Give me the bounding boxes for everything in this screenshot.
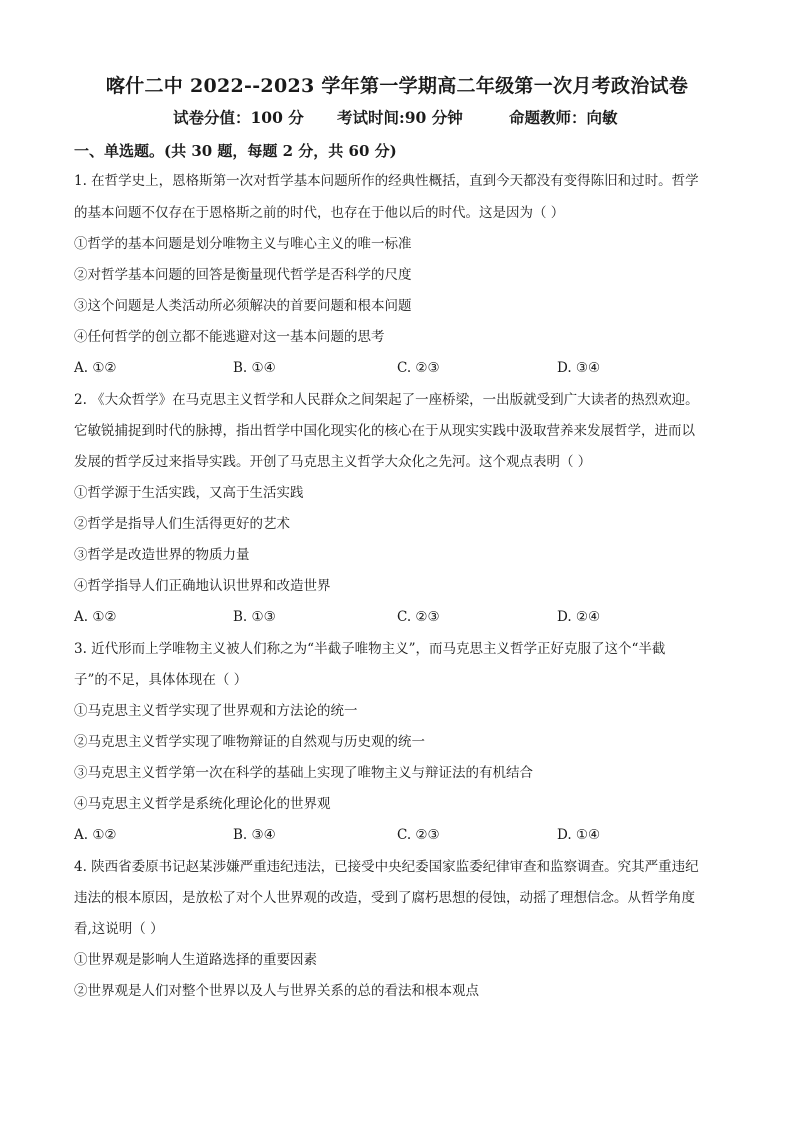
question-2-statement: ②哲学是指导人们生活得更好的艺术: [74, 516, 290, 532]
exam-score: 试卷分值：100 分: [173, 108, 304, 127]
question-2-stem-line: 2. 《大众哲学》在马克思主义哲学和人民群众之间架起了一座桥梁，一出版就受到广大读者的热烈欢迎。: [74, 392, 699, 408]
question-2-option-d: D. ②④: [557, 609, 601, 625]
question-3-option-b: B. ③④: [233, 827, 276, 843]
question-1-stem-line: 的基本问题不仅存在于恩格斯之前的时代，也存在于他以后的时代。这是因为（ ）: [74, 205, 565, 221]
question-2-stem-line: 发展的哲学反过来指导实践。开创了马克思主义哲学大众化之先河。这个观点表明（ ）: [74, 454, 592, 470]
question-3-option-d: D. ①④: [557, 827, 601, 843]
question-2-option-c: C. ②③: [397, 609, 440, 625]
question-1-statement: ④任何哲学的创立都不能逃避对这一基本问题的思考: [74, 329, 385, 345]
question-1-stem-line: 1. 在哲学史上，恩格斯第一次对哲学基本问题所作的经典性概括，直到今天都没有变得陈旧和过时。哲学: [74, 173, 699, 189]
question-2-stem-line: 它敏锐捕捉到时代的脉搏，指出哲学中国化现实化的核心在于从现实实践中汲取营养来发展哲学，进而以: [74, 423, 695, 439]
question-1-option-d: D. ③④: [557, 360, 601, 376]
exam-time: 考试时间:90 分钟: [337, 108, 463, 127]
question-3-statement: ③马克思主义哲学第一次在科学的基础上实现了唯物主义与辩证法的有机结合: [74, 765, 533, 781]
question-4-statement: ①世界观是影响人生道路选择的重要因素: [74, 952, 317, 968]
question-3-stem-line: 3. 近代形而上学唯物主义被人们称之为“半截子唯物主义”，而马克思主义哲学正好克服了这个“半截: [74, 641, 666, 657]
question-2-option-a: A. ①②: [74, 609, 117, 625]
question-1-statement: ②对哲学基本问题的回答是衡量现代哲学是否科学的尺度: [74, 267, 412, 283]
question-3-statement: ①马克思主义哲学实现了世界观和方法论的统一: [74, 703, 358, 719]
question-1-option-a: A. ①②: [74, 360, 117, 376]
exam-title: 喀什二中 2022--2023 学年第一学期高二年级第一次月考政治试卷: [105, 75, 689, 97]
question-4-statement: ②世界观是人们对整个世界以及人与世界关系的总的看法和根本观点: [74, 983, 479, 999]
question-2-option-b: B. ①③: [233, 609, 276, 625]
question-3-stem-line: 子”的不足，具体体现在（ ）: [74, 672, 248, 688]
section-heading: 一、单选题。(共 30 题，每题 2 分，共 60 分): [74, 142, 397, 160]
question-2-statement: ③哲学是改造世界的物质力量: [74, 547, 250, 563]
question-1-statement: ①哲学的基本问题是划分唯物主义与唯心主义的唯一标准: [74, 236, 412, 252]
question-4-stem-line: 违法的根本原因，是放松了对个人世界观的改造，受到了腐朽思想的侵蚀，动摇了理想信念。从哲学角度: [74, 890, 695, 906]
question-2-statement: ①哲学源于生活实践，又高于生活实践: [74, 485, 304, 501]
question-3-statement: ②马克思主义哲学实现了唯物辩证的自然观与历史观的统一: [74, 734, 425, 750]
question-1-option-b: B. ①④: [233, 360, 276, 376]
question-1-statement: ③这个问题是人类活动所必须解决的首要问题和根本问题: [74, 298, 412, 314]
question-3-option-c: C. ②③: [397, 827, 440, 843]
question-4-stem-line: 看,这说明（ ）: [74, 921, 164, 937]
question-3-statement: ④马克思主义哲学是系统化理论化的世界观: [74, 796, 331, 812]
question-3-option-a: A. ①②: [74, 827, 117, 843]
question-4-stem-line: 4. 陕西省委原书记赵某涉嫌严重违纪违法，已接受中央纪委国家监委纪律审查和监察调查。究其严重违纪: [74, 859, 699, 875]
exam-teacher: 命题教师：向敏: [509, 108, 618, 127]
question-2-statement: ④哲学指导人们正确地认识世界和改造世界: [74, 578, 331, 594]
question-1-option-c: C. ②③: [397, 360, 440, 376]
